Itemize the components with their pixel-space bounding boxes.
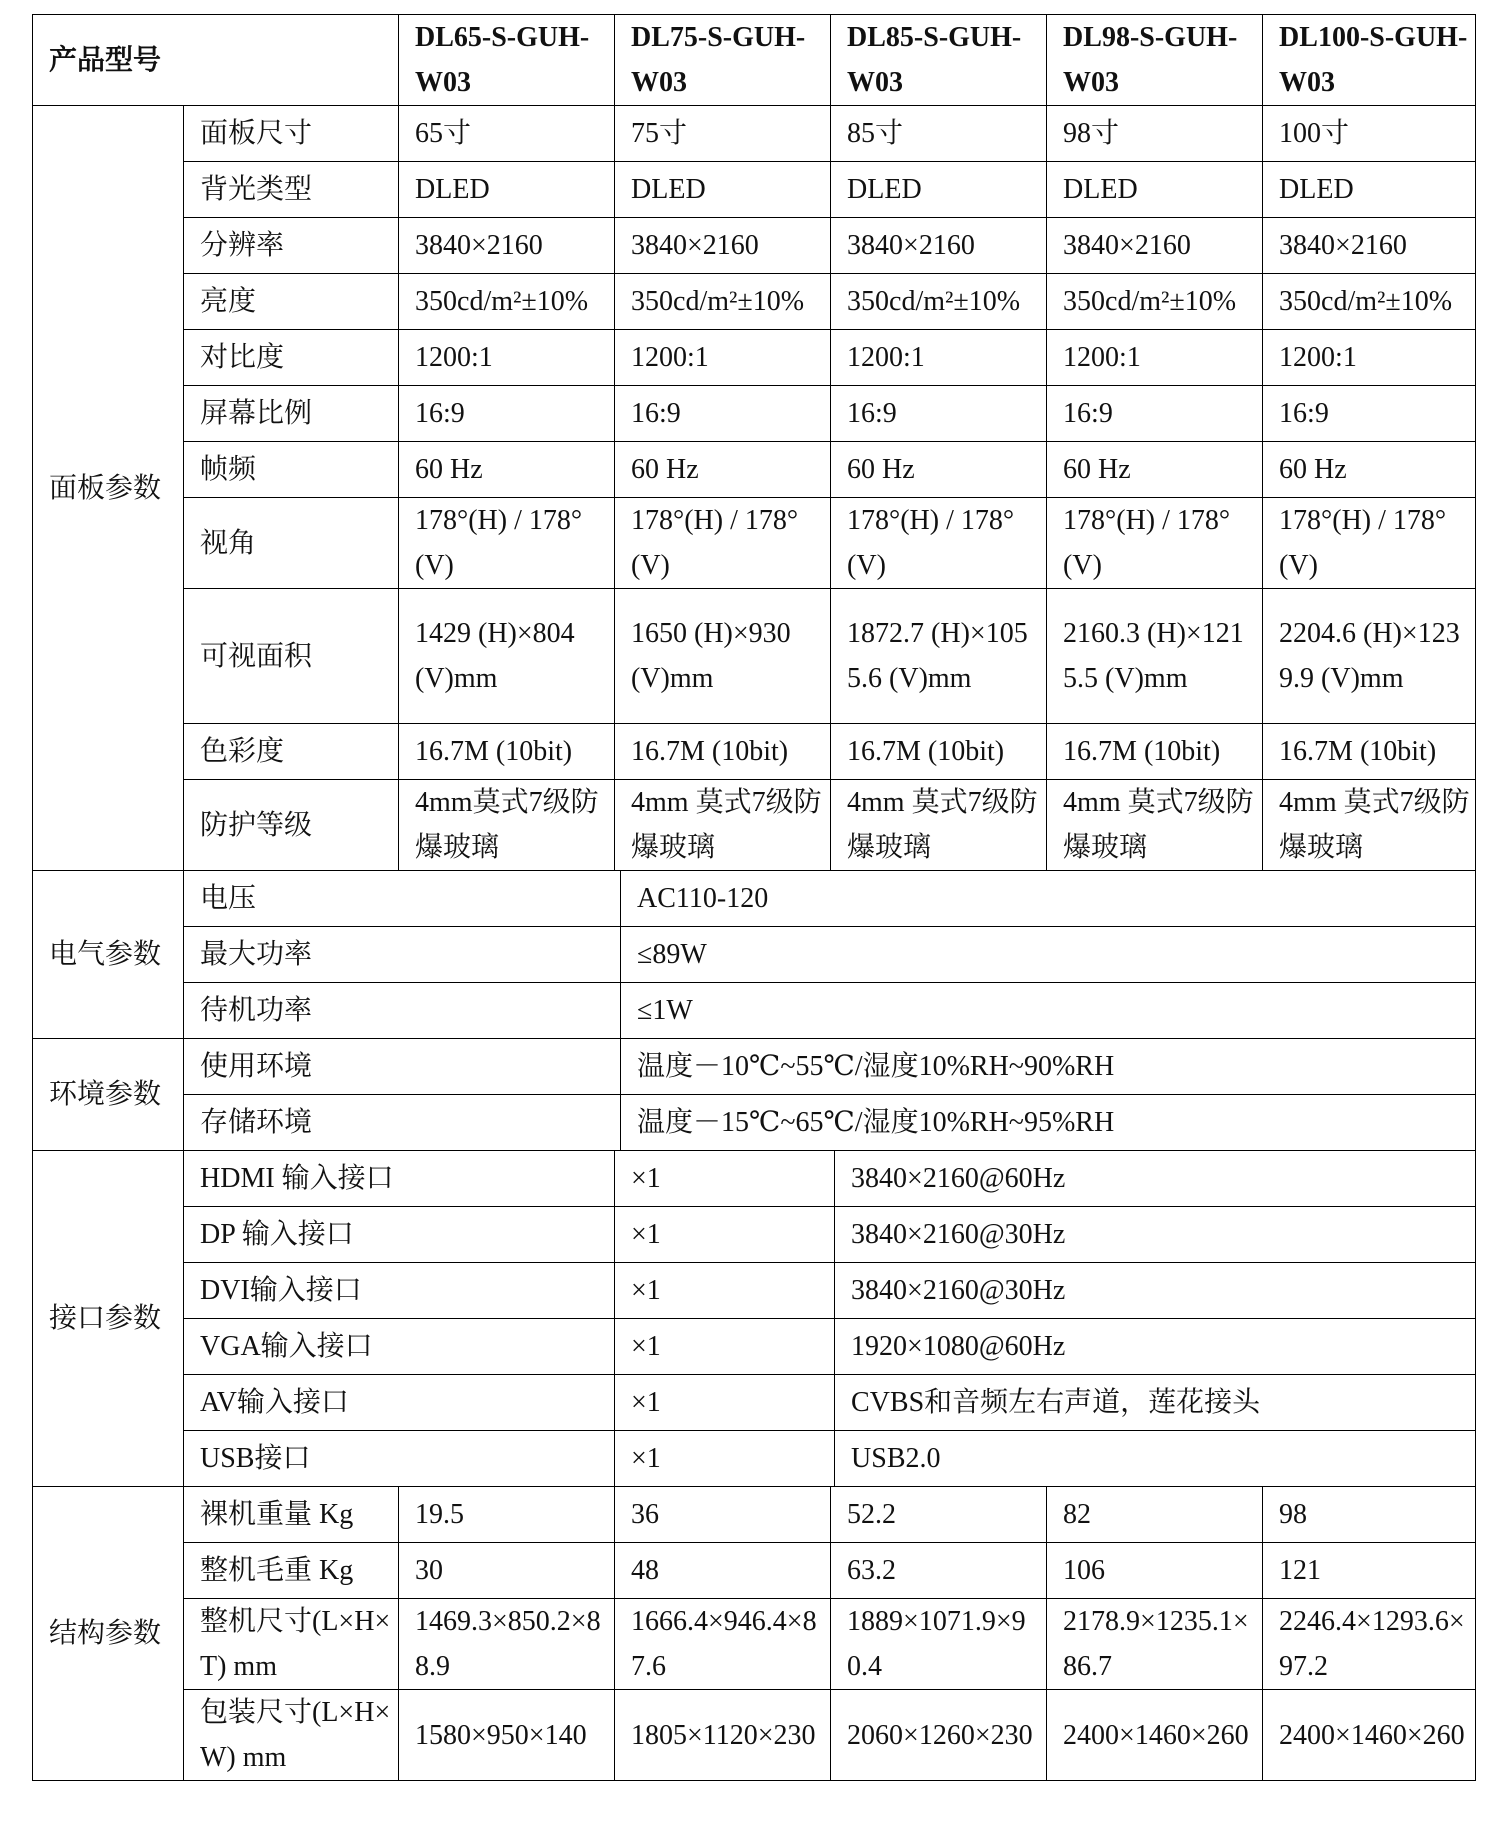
param-value: DLED <box>399 162 615 218</box>
table-row <box>33 1207 1476 1263</box>
product-model-label: 产品型号 <box>33 15 399 106</box>
param-value: 1805×1120×230 <box>615 1690 831 1781</box>
param-value: 19.5 <box>399 1487 615 1543</box>
param-value: 1469.3×850.2×88.9 <box>399 1599 615 1690</box>
table-row <box>33 871 1476 927</box>
param-value: 60 Hz <box>1047 442 1263 498</box>
param-value: 63.2 <box>831 1543 1047 1599</box>
table-row <box>33 442 1476 498</box>
param-value: 2400×1460×260 <box>1047 1690 1263 1781</box>
table-row <box>33 589 1476 724</box>
param-value: 4mm 莫式7级防爆玻璃 <box>615 780 831 871</box>
param-label: HDMI 输入接口 <box>184 1151 615 1207</box>
param-label: 色彩度 <box>184 724 399 780</box>
table-row <box>33 1431 1476 1487</box>
table-row <box>33 1487 1476 1543</box>
category-interface: 接口参数 <box>33 1151 184 1487</box>
param-value: 温度－10℃~55℃/湿度10%RH~90%RH <box>621 1039 1476 1095</box>
port-spec: CVBS和音频左右声道，莲花接头 <box>835 1375 1476 1431</box>
param-value: 52.2 <box>831 1487 1047 1543</box>
param-value: 16:9 <box>615 386 831 442</box>
model-name: DL100-S-GUH-W03 <box>1263 15 1476 106</box>
param-value: 16:9 <box>1263 386 1476 442</box>
param-value: 1429 (H)×804 (V)mm <box>399 589 615 724</box>
param-label: 裸机重量 Kg <box>184 1487 399 1543</box>
param-value: 3840×2160 <box>831 218 1047 274</box>
param-label: 亮度 <box>184 274 399 330</box>
param-value: 16.7M (10bit) <box>831 724 1047 780</box>
param-value: 2178.9×1235.1×86.7 <box>1047 1599 1263 1690</box>
param-value: ≤89W <box>621 927 1476 983</box>
param-value: 60 Hz <box>615 442 831 498</box>
table-row <box>33 780 1476 871</box>
param-value: 36 <box>615 1487 831 1543</box>
port-spec: 3840×2160@30Hz <box>835 1207 1476 1263</box>
param-label: 待机功率 <box>184 983 621 1039</box>
param-label: AV输入接口 <box>184 1375 615 1431</box>
param-value: 2060×1260×230 <box>831 1690 1047 1781</box>
table-row <box>33 927 1476 983</box>
param-value: 1666.4×946.4×87.6 <box>615 1599 831 1690</box>
param-value: 16.7M (10bit) <box>399 724 615 780</box>
param-value: 16:9 <box>831 386 1047 442</box>
param-value: 温度－15℃~65℃/湿度10%RH~95%RH <box>621 1095 1476 1151</box>
param-value: AC110-120 <box>621 871 1476 927</box>
param-value: DLED <box>831 162 1047 218</box>
param-value: 82 <box>1047 1487 1263 1543</box>
param-value: 16:9 <box>1047 386 1263 442</box>
param-label: 整机尺寸(L×H×T) mm <box>184 1599 399 1690</box>
param-value: 60 Hz <box>399 442 615 498</box>
param-value: 1200:1 <box>1047 330 1263 386</box>
param-value: 65寸 <box>399 106 615 162</box>
param-value: 106 <box>1047 1543 1263 1599</box>
table-row <box>33 1151 1476 1207</box>
param-value: 350cd/m²±10% <box>399 274 615 330</box>
param-value: 2160.3 (H)×1215.5 (V)mm <box>1047 589 1263 724</box>
table-row <box>33 274 1476 330</box>
model-name: DL75-S-GUH-W03 <box>615 15 831 106</box>
category-structure: 结构参数 <box>33 1487 184 1781</box>
param-label: 对比度 <box>184 330 399 386</box>
table-row <box>33 386 1476 442</box>
param-label: 可视面积 <box>184 589 399 724</box>
param-label: 屏幕比例 <box>184 386 399 442</box>
param-value: 60 Hz <box>1263 442 1476 498</box>
param-value: 100寸 <box>1263 106 1476 162</box>
param-label: 防护等级 <box>184 780 399 871</box>
header-row <box>33 15 1476 106</box>
param-value: DLED <box>1047 162 1263 218</box>
param-value: 85寸 <box>831 106 1047 162</box>
param-value: 1650 (H)×930 (V)mm <box>615 589 831 724</box>
param-value: 16.7M (10bit) <box>615 724 831 780</box>
port-spec: USB2.0 <box>835 1431 1476 1487</box>
param-value: 1200:1 <box>831 330 1047 386</box>
param-value: 2246.4×1293.6×97.2 <box>1263 1599 1476 1690</box>
category-panel: 面板参数 <box>33 106 184 871</box>
param-label: 整机毛重 Kg <box>184 1543 399 1599</box>
port-quantity: ×1 <box>615 1263 835 1319</box>
param-value: 16.7M (10bit) <box>1263 724 1476 780</box>
param-label: 电压 <box>184 871 621 927</box>
table-row <box>33 983 1476 1039</box>
param-label: 背光类型 <box>184 162 399 218</box>
param-value: 1200:1 <box>615 330 831 386</box>
param-value: 350cd/m²±10% <box>1047 274 1263 330</box>
table-row <box>33 498 1476 589</box>
table-row <box>33 1319 1476 1375</box>
port-quantity: ×1 <box>615 1319 835 1375</box>
table-row <box>33 218 1476 274</box>
param-value: 1200:1 <box>399 330 615 386</box>
table-row <box>33 106 1476 162</box>
spec-table <box>32 14 1476 1781</box>
table-row <box>33 1375 1476 1431</box>
param-label: 分辨率 <box>184 218 399 274</box>
table-row <box>33 330 1476 386</box>
param-value: 3840×2160 <box>1263 218 1476 274</box>
param-value: 2204.6 (H)×1239.9 (V)mm <box>1263 589 1476 724</box>
param-value: ≤1W <box>621 983 1476 1039</box>
param-value: 350cd/m²±10% <box>615 274 831 330</box>
port-quantity: ×1 <box>615 1151 835 1207</box>
model-name: DL85-S-GUH-W03 <box>831 15 1047 106</box>
param-value: 178°(H) / 178°(V) <box>1263 498 1476 589</box>
param-value: DLED <box>615 162 831 218</box>
param-value: 98寸 <box>1047 106 1263 162</box>
param-value: 1580×950×140 <box>399 1690 615 1781</box>
param-value: 3840×2160 <box>615 218 831 274</box>
param-label: 包装尺寸(L×H×W) mm <box>184 1690 399 1781</box>
param-label: 帧频 <box>184 442 399 498</box>
port-spec: 1920×1080@60Hz <box>835 1319 1476 1375</box>
table-row <box>33 1095 1476 1151</box>
param-value: 3840×2160 <box>1047 218 1263 274</box>
category-environment: 环境参数 <box>33 1039 184 1151</box>
param-value: 178°(H) / 178°(V) <box>1047 498 1263 589</box>
param-value: 98 <box>1263 1487 1476 1543</box>
param-label: DP 输入接口 <box>184 1207 615 1263</box>
model-name: DL65-S-GUH-W03 <box>399 15 615 106</box>
param-value: 121 <box>1263 1543 1476 1599</box>
table-row <box>33 162 1476 218</box>
table-row <box>33 724 1476 780</box>
param-value: 350cd/m²±10% <box>1263 274 1476 330</box>
param-value: 48 <box>615 1543 831 1599</box>
param-label: 最大功率 <box>184 927 621 983</box>
param-value: 4mm 莫式7级防爆玻璃 <box>831 780 1047 871</box>
param-value: 4mm 莫式7级防爆玻璃 <box>1047 780 1263 871</box>
param-value: 1889×1071.9×90.4 <box>831 1599 1047 1690</box>
port-quantity: ×1 <box>615 1375 835 1431</box>
param-value: 16:9 <box>399 386 615 442</box>
param-value: 30 <box>399 1543 615 1599</box>
param-value: 60 Hz <box>831 442 1047 498</box>
table-row <box>33 1543 1476 1599</box>
table-row <box>33 1039 1476 1095</box>
table-row <box>33 1263 1476 1319</box>
param-label: 存储环境 <box>184 1095 621 1151</box>
param-value: 75寸 <box>615 106 831 162</box>
param-value: DLED <box>1263 162 1476 218</box>
param-value: 1200:1 <box>1263 330 1476 386</box>
param-value: 178°(H) / 178°(V) <box>615 498 831 589</box>
param-value: 16.7M (10bit) <box>1047 724 1263 780</box>
category-electrical: 电气参数 <box>33 871 184 1039</box>
port-quantity: ×1 <box>615 1207 835 1263</box>
port-spec: 3840×2160@60Hz <box>835 1151 1476 1207</box>
param-label: DVI输入接口 <box>184 1263 615 1319</box>
port-spec: 3840×2160@30Hz <box>835 1263 1476 1319</box>
param-value: 3840×2160 <box>399 218 615 274</box>
table-row <box>33 1690 1476 1781</box>
param-label: 面板尺寸 <box>184 106 399 162</box>
param-value: 1872.7 (H)×1055.6 (V)mm <box>831 589 1047 724</box>
table-row <box>33 1599 1476 1690</box>
param-label: 使用环境 <box>184 1039 621 1095</box>
param-label: 视角 <box>184 498 399 589</box>
port-quantity: ×1 <box>615 1431 835 1487</box>
param-value: 350cd/m²±10% <box>831 274 1047 330</box>
param-value: 2400×1460×260 <box>1263 1690 1476 1781</box>
param-value: 4mm莫式7级防爆玻璃 <box>399 780 615 871</box>
param-label: USB接口 <box>184 1431 615 1487</box>
param-label: VGA输入接口 <box>184 1319 615 1375</box>
param-value: 4mm 莫式7级防爆玻璃 <box>1263 780 1476 871</box>
model-name: DL98-S-GUH-W03 <box>1047 15 1263 106</box>
param-value: 178°(H) / 178°(V) <box>831 498 1047 589</box>
param-value: 178°(H) / 178°(V) <box>399 498 615 589</box>
